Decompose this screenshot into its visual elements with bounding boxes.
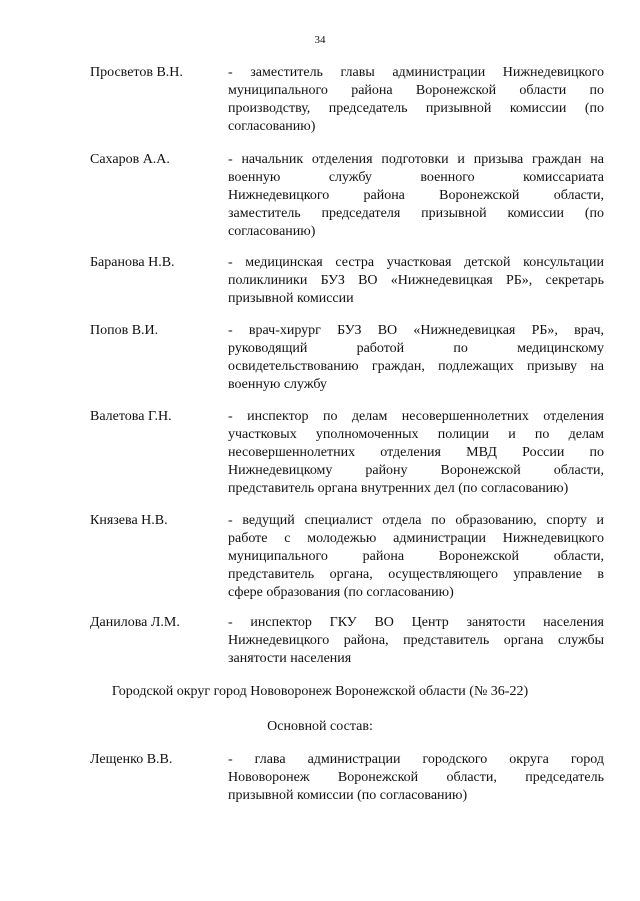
- member-name: Просветов В.Н.: [90, 65, 183, 80]
- member-role: [228, 64, 604, 136]
- role-line: - глава администрации городского округа город: [228, 752, 604, 767]
- role-line: занятости населения: [228, 651, 352, 666]
- member-role: [228, 322, 604, 394]
- role-line: руководящий работой по медицинскому: [228, 341, 604, 356]
- role-line: несовершеннолетних отделения МВД России по: [228, 445, 604, 460]
- role-line: освидетельствованию граждан, подлежащих призыву на: [228, 359, 604, 374]
- member-role: [228, 408, 604, 498]
- member-name: Попов В.И.: [90, 323, 159, 338]
- member-role: [228, 614, 604, 668]
- role-line: согласованию): [228, 119, 316, 134]
- role-line: - инспектор ГКУ ВО Центр занятости населения: [228, 615, 604, 630]
- role-line: - медицинская сестра участковая детской консультации: [228, 255, 604, 270]
- role-line: представитель органа, осуществляющего управление в: [228, 567, 604, 582]
- role-line: работе с молодежью администрации Нижнедевицкого: [228, 531, 604, 546]
- role-line: Нижнедевицкого района Воронежской области,: [228, 188, 604, 203]
- role-line: - врач-хирург БУЗ ВО «Нижнедевицкая РБ», врач,: [228, 323, 604, 338]
- role-line: сфере образования (по согласованию): [228, 585, 454, 600]
- role-line: муниципального района Воронежской области,: [228, 549, 604, 564]
- role-line: Нижнедевицкого района, представитель органа службы: [228, 633, 604, 648]
- member-name: Князева Н.В.: [90, 513, 168, 528]
- role-line: поликлиники БУЗ ВО «Нижнедевицкая РБ», секретарь: [228, 273, 604, 288]
- role-line: участковых уполномоченных полиции и по делам: [228, 427, 604, 442]
- role-line: Нижнедевицкому району Воронежской области,: [228, 463, 604, 478]
- subsection-heading: Основной состав:: [267, 719, 373, 734]
- member-name: Лещенко В.В.: [90, 752, 173, 767]
- role-line: военную службу: [228, 377, 327, 392]
- member-name: Валетова Г.Н.: [90, 409, 172, 424]
- member-name: Баранова Н.В.: [90, 255, 175, 270]
- member-name: Сахаров А.А.: [90, 152, 170, 167]
- role-line: - начальник отделения подготовки и призыва граждан на: [228, 152, 604, 167]
- member-name: Данилова Л.М.: [90, 615, 180, 630]
- role-line: производству, председатель призывной комиссии (по: [228, 101, 604, 116]
- role-line: представитель органа внутренних дел (по согласованию): [228, 481, 569, 496]
- role-line: муниципального района Воронежской области по: [228, 83, 604, 98]
- role-line: - инспектор по делам несовершеннолетних отделения: [228, 409, 604, 424]
- role-line: заместитель председателя призывной комиссии (по: [228, 206, 604, 221]
- role-line: Нововоронеж Воронежской области, председатель: [228, 770, 604, 785]
- role-line: согласованию): [228, 224, 316, 239]
- member-role: [228, 751, 604, 805]
- role-line: призывной комиссии: [228, 291, 354, 306]
- role-line: военную службу военного комиссариата: [228, 170, 604, 185]
- member-role: [228, 512, 604, 602]
- role-line: - ведущий специалист отдела по образованию, спорту и: [228, 513, 604, 528]
- page-number: 34: [314, 34, 326, 46]
- role-line: призывной комиссии (по согласованию): [228, 788, 468, 803]
- role-line: - заместитель главы администрации Нижнедевицкого: [228, 65, 604, 80]
- member-role: [228, 151, 604, 241]
- member-role: [228, 254, 604, 308]
- section-heading: Городской округ город Нововоронеж Воронежской области (№ 36-22): [111, 684, 529, 699]
